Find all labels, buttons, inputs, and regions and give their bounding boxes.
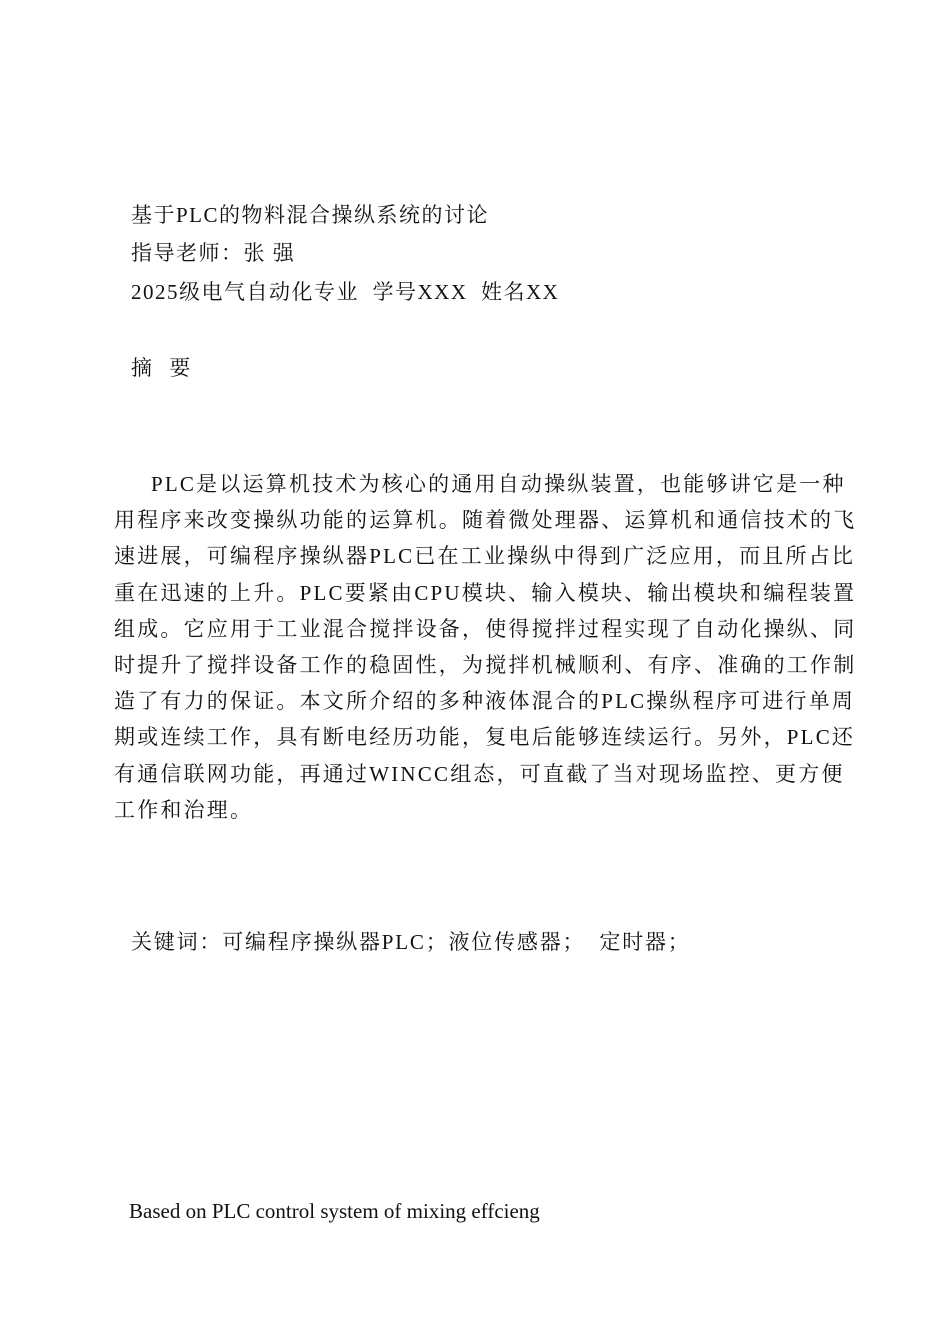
abstract-line: PLC是以运算机技术为核心的通用自动操纵装置，也能够讲它是一种 xyxy=(151,472,846,496)
abstract-line: 造了有力的保证。本文所介绍的多种液体混合的PLC操纵程序可进行单周 xyxy=(114,689,856,714)
abstract-heading: 摘 要 xyxy=(131,356,197,380)
keywords-line: 关键词：可编程序操纵器PLC；液位传感器； 定时器； xyxy=(131,930,691,954)
abstract-line: 组成。它应用于工业混合搅拌设备，使得搅拌过程实现了自动化操纵、同 xyxy=(114,616,857,641)
abstract-line: 重在迅速的上升。PLC要紧由CPU模块、输入模块、输出模块和编程装置 xyxy=(114,580,857,605)
student-info-line: 2025级电气自动化专业 学号XXX 姓名XX xyxy=(131,280,560,304)
advisor-line: 指导老师：张 强 xyxy=(131,241,296,265)
abstract-line: 速进展，可编程序操纵器PLC已在工业操纵中得到广泛应用，而且所占比 xyxy=(114,544,856,569)
abstract-line: 用程序来改变操纵功能的运算机。随着微处理器、运算机和通信技术的飞 xyxy=(114,508,857,533)
abstract-line: 工作和治理。 xyxy=(114,797,254,822)
abstract-line: 时提升了搅拌设备工作的稳固性，为搅拌机械顺利、有序、准确的工作制 xyxy=(114,653,857,678)
abstract-line: 有通信联网功能，再通过WINCC组态，可直截了当对现场监控、更方便 xyxy=(114,761,845,786)
thesis-title: 基于PLC的物料混合操纵系统的讨论 xyxy=(131,203,490,227)
abstract-body xyxy=(114,466,857,828)
english-title: Based on PLC control system of mixing effcieng xyxy=(129,1199,540,1223)
abstract-line: 期或连续工作，具有断电经历功能，复电后能够连续运行。另外，PLC还 xyxy=(114,725,856,750)
